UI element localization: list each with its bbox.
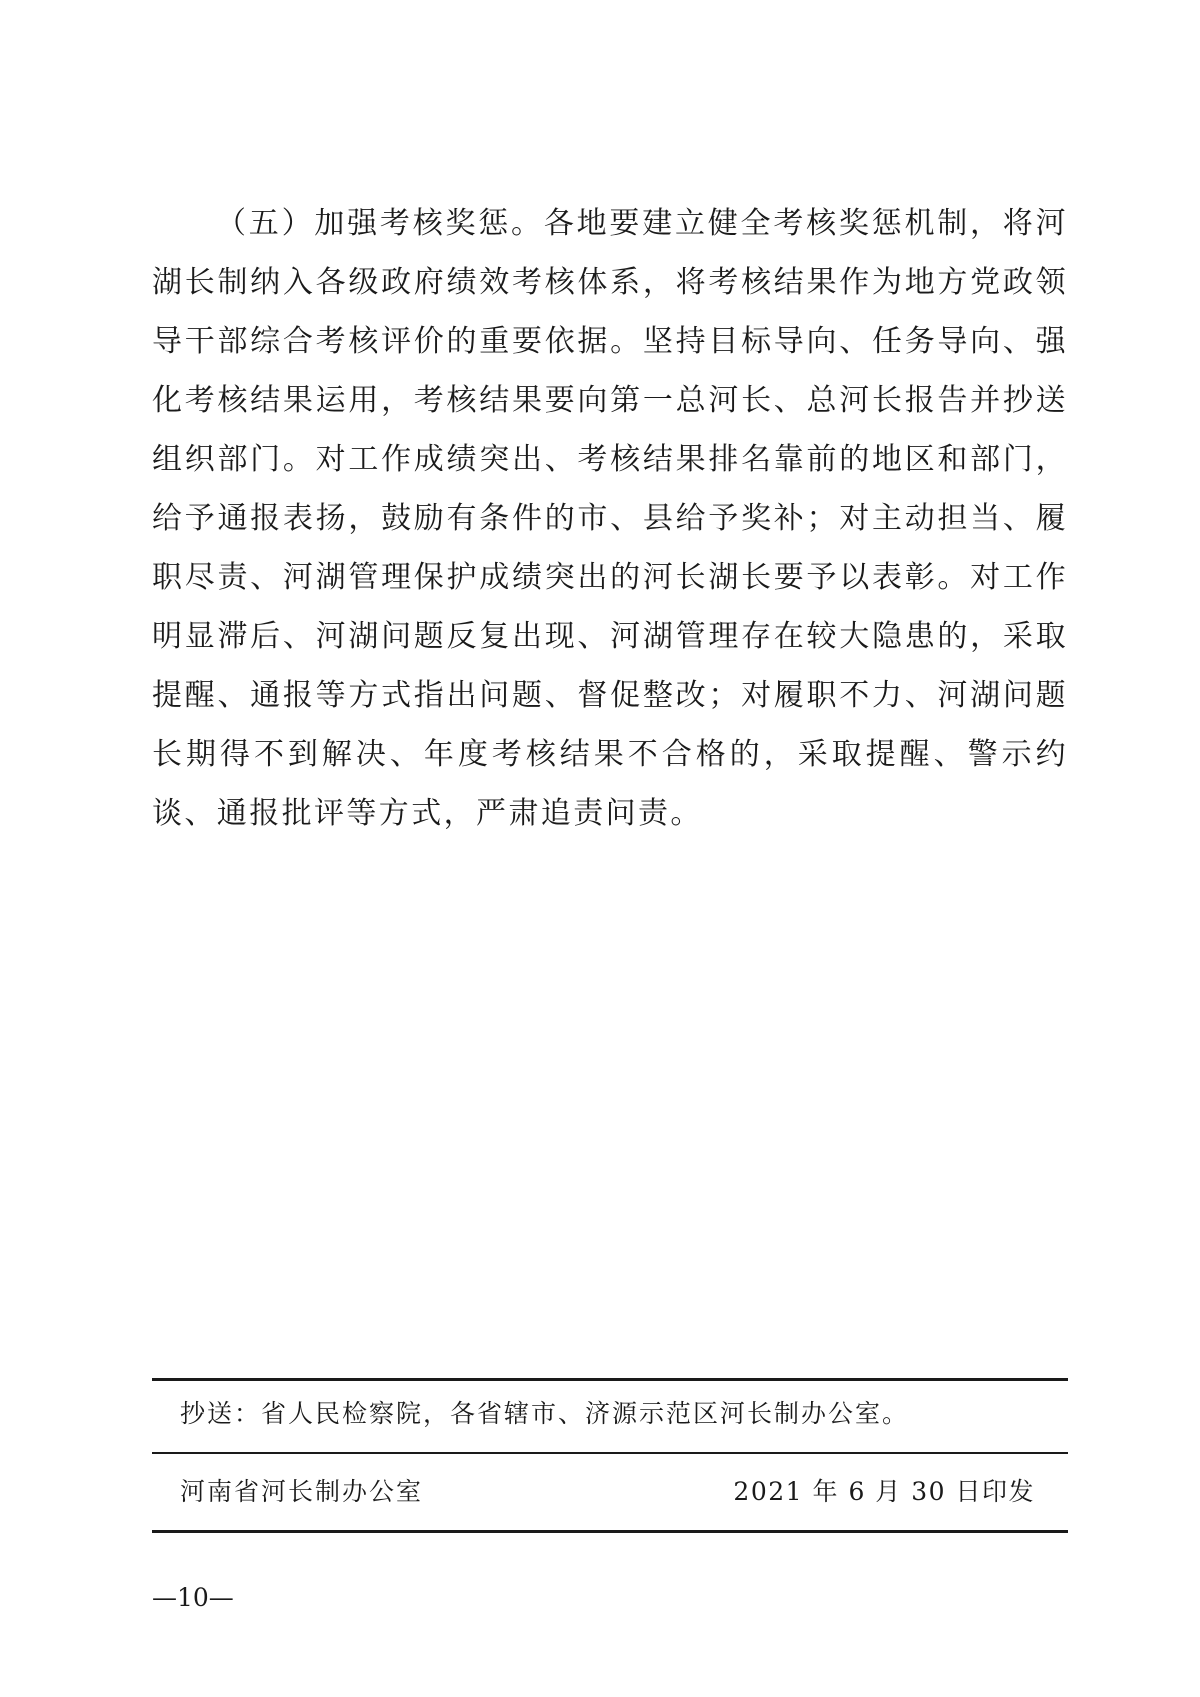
- footer-rule-top: [152, 1378, 1068, 1381]
- cc-line: 抄送：省人民检察院，各省辖市、济源示范区河长制办公室。: [180, 1399, 910, 1428]
- footer-rule-bottom: [152, 1530, 1068, 1533]
- body-paragraph: （五）加强考核奖惩。各地要建立健全考核奖惩机制，将河湖长制纳入各级政府绩效考核体系，将考核结果作为地方党政领导干部综合考核评价的重要依据。坚持目标导向、任务导向、强化考核结果运用，考核结果要向第一总河长、总河长报告并抄送组织部门。对工作成绩突出、考核结果排名靠前的地区和部门，给予通报表扬，鼓励有条件的市、县给予奖补；对主动担当、履职尽责、河湖管理保护成绩突出的河长湖长要予以表彰。对工作明显滞后、河湖问题反复出现、河湖管理存在较大隐患的，采取提醒、通报等方式指出问题、督促整改；对履职不力、河湖问题长期得不到解决、年度考核结果不合格的，采取提醒、警示约谈、通报批评等方式，严肃追责问责。: [152, 206, 1068, 831]
- page-number: —10—: [152, 1583, 234, 1612]
- issuer-name: 河南省河长制办公室: [180, 1477, 424, 1506]
- issue-date: 2021 年 6 月 30 日印发: [733, 1477, 1035, 1506]
- footer-rule-middle: [152, 1452, 1068, 1454]
